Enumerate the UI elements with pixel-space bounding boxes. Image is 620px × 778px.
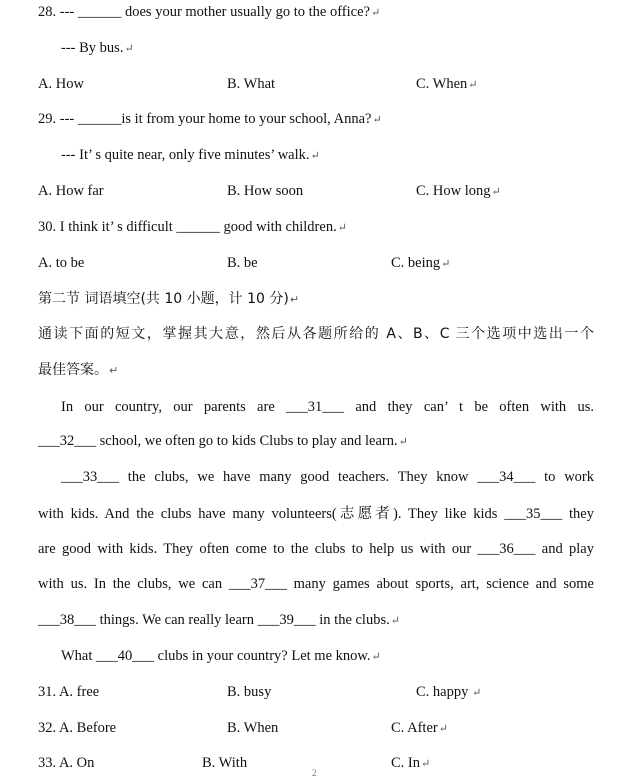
q29-question: 29. --- ______is it from your home to your school, Anna?↵ xyxy=(38,111,382,127)
q29-answer: --- It’ s quite near, only five minutes’ walk.↵ xyxy=(61,147,320,163)
q32-option-a: 32. A. Before xyxy=(38,720,117,736)
q31-option-c: C. happy ↵ xyxy=(416,684,482,700)
q29-option-b: B. How soon xyxy=(227,183,304,199)
q32-option-b: B. When xyxy=(227,720,279,736)
q28-option-c: C. When↵ xyxy=(416,76,478,92)
q33-option-c: C. In↵ xyxy=(391,755,431,771)
section-heading: 第二节 词语填空(共 10 小题，计 10 分)↵ xyxy=(38,291,300,307)
q30-option-b: B. be xyxy=(227,255,258,271)
passage-p3: What ___40___ clubs in your country? Let me know.↵ xyxy=(61,648,381,664)
q28-option-b: B. What xyxy=(227,76,276,92)
q31-option-b: B. busy xyxy=(227,684,272,700)
section-instruction-line-2: 最佳答案。↵ xyxy=(38,362,119,378)
q32-option-c: C. After↵ xyxy=(391,720,448,736)
q30-option-c: C. being↵ xyxy=(391,255,451,271)
passage-p2-line-5: ___38___ things. We can really learn ___39___ in the clubs.↵ xyxy=(38,612,400,628)
passage-p2-line-1: ___33___ the clubs, we have many good teachers. They know ___34___ to work xyxy=(61,469,594,485)
q29-option-a: A. How far xyxy=(38,183,104,199)
passage-p2-line-2: with kids. And the clubs have many volunteers(志愿者). They like kids ___35___ they xyxy=(38,506,594,522)
q31-option-a: 31. A. free xyxy=(38,684,100,700)
passage-p2-line-3: are good with kids. They often come to the clubs to help us with our ___36___ and play xyxy=(38,541,594,557)
passage-p1-line-1: In our country, our parents are ___31___ and they can’ t be often with us. xyxy=(61,399,594,415)
q28-answer: --- By bus.↵ xyxy=(61,40,134,56)
q33-option-a: 33. A. On xyxy=(38,755,95,771)
q30-question: 30. I think it’ s difficult ______ good with children.↵ xyxy=(38,219,347,235)
q28-option-a: A. How xyxy=(38,76,84,92)
page-number: 2 xyxy=(312,768,317,778)
q28-question: 28. --- ______ does your mother usually go to the office?↵ xyxy=(38,4,381,20)
section-instruction-line-1: 通读下面的短文，掌握其大意，然后从各题所给的 A、B、C 三个选项中选出一个 xyxy=(38,326,594,342)
q30-option-a: A. to be xyxy=(38,255,85,271)
q33-option-b: B. With xyxy=(202,755,248,771)
q29-option-c: C. How long↵ xyxy=(416,183,501,199)
passage-p2-line-4: with us. In the clubs, we can ___37___ many games about sports, art, science and some xyxy=(38,576,594,592)
passage-p1-line-2: ___32___ school, we often go to kids Clubs to play and learn.↵ xyxy=(38,433,408,449)
